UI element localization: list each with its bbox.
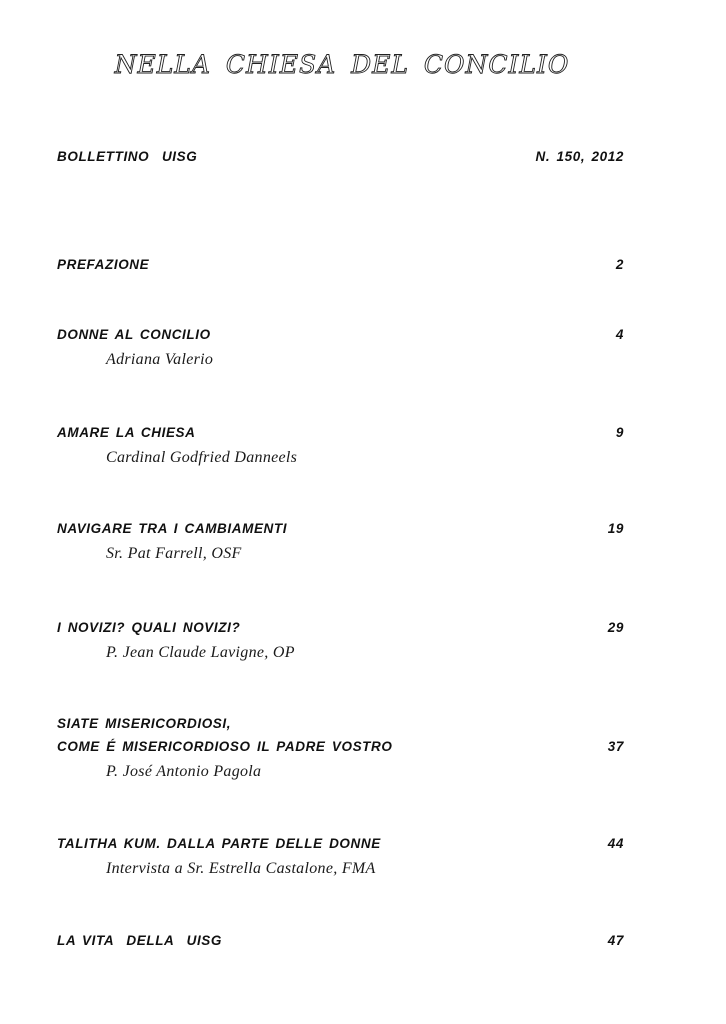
toc-entry-title: I NOVIZI? QUALI NOVIZI? xyxy=(57,620,241,635)
toc-entry-title: TALITHA KUM. DALLA PARTE DELLE DONNE xyxy=(57,836,381,851)
toc-entry-author: Adriana Valerio xyxy=(106,351,214,368)
toc-entry-page: 9 xyxy=(615,425,624,440)
toc-entry-title: AMARE LA CHIESA xyxy=(57,425,196,440)
toc-entry-page: 2 xyxy=(615,257,624,272)
toc-entry-misericordiosi-line1 xyxy=(57,713,624,735)
toc-entry-title: COME É MISERICORDIOSO IL PADRE VOSTRO xyxy=(57,739,393,754)
bulletin-header xyxy=(57,146,624,168)
toc-entry-title: NAVIGARE TRA I CAMBIAMENTI xyxy=(57,521,288,536)
toc-entry-page: 44 xyxy=(607,836,624,851)
bulletin-issue: N. 150, 2012 xyxy=(535,149,624,164)
toc-entry-author: Sr. Pat Farrell, OSF xyxy=(106,545,242,562)
toc-entry-page: 4 xyxy=(615,327,624,342)
toc-entry-novizi xyxy=(57,617,624,639)
toc-entry-page: 29 xyxy=(607,620,624,635)
toc-entry-page: 19 xyxy=(607,521,624,536)
toc-entry-misericordiosi-line2 xyxy=(57,736,624,758)
toc-entry-author: P. José Antonio Pagola xyxy=(106,763,262,780)
toc-entry-title: SIATE MISERICORDIOSI, xyxy=(57,716,232,731)
toc-entry-page: 47 xyxy=(607,933,624,948)
toc-entry-author: Intervista a Sr. Estrella Castalone, FMA xyxy=(106,860,376,877)
toc-entry-talitha-kum xyxy=(57,833,624,855)
toc-entry-amare-la-chiesa xyxy=(57,422,624,444)
bulletin-name: BOLLETTINO UISG xyxy=(57,149,198,164)
toc-entry-prefazione xyxy=(57,254,624,276)
toc-entry-navigare xyxy=(57,518,624,540)
toc-entry-vita-uisg xyxy=(57,930,624,952)
toc-entry-title: DONNE AL CONCILIO xyxy=(57,327,211,342)
toc-entry-title: PREFAZIONE xyxy=(57,257,150,272)
toc-entry-title: LA VITA DELLA UISG xyxy=(57,933,222,948)
toc-entry-author: P. Jean Claude Lavigne, OP xyxy=(106,644,295,661)
document-title: NELLA CHIESA DEL CONCILIO xyxy=(114,50,570,79)
toc-entry-author: Cardinal Godfried Danneels xyxy=(106,449,298,466)
toc-entry-donne-al-concilio xyxy=(57,324,624,346)
toc-entry-page: 37 xyxy=(607,739,624,754)
